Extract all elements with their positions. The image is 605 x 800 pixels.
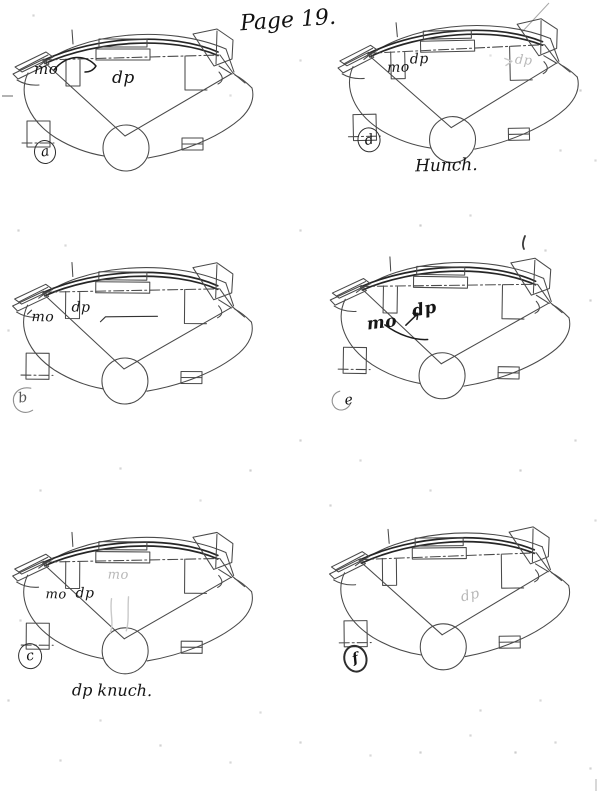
faint-label-mo: mo — [107, 567, 129, 583]
label-mo: mo — [45, 587, 67, 603]
caption-dp-knuch: dp knuch. — [71, 680, 153, 700]
label-mo: mo — [31, 309, 55, 326]
diagram-panel-b — [10, 258, 296, 465]
label-dp: dp — [410, 297, 439, 322]
scan-noise — [0, 0, 1, 1]
label-mo: mo — [34, 60, 59, 78]
panel-letter-d: d — [355, 125, 382, 154]
machine-drawing — [328, 523, 605, 696]
label-mo: mo — [386, 59, 410, 76]
dp-leader-line — [100, 316, 157, 322]
label-dp: dp — [75, 585, 95, 602]
faint-pencil-stroke — [110, 599, 112, 633]
faint-label-dp: dp — [514, 52, 534, 69]
machine-drawing — [12, 26, 292, 196]
page-title: Page 19. — [239, 4, 337, 37]
panel-letter-f: f — [340, 642, 371, 676]
label-dp: dp — [112, 68, 135, 88]
label-dp: dp — [71, 299, 91, 316]
label-mo: mo — [365, 311, 399, 335]
machine-drawing — [11, 528, 292, 700]
panel-letter-c: c — [16, 641, 44, 671]
caption-hunch: Hunch. — [414, 155, 478, 177]
panel-letter-b: b — [17, 389, 29, 407]
diagram-panel-c — [11, 528, 296, 735]
panel-letter-e: e — [343, 391, 355, 409]
faint-pencil-stroke — [126, 597, 128, 631]
diagram-panel-d — [336, 14, 605, 225]
diagram-panel-a — [12, 26, 296, 231]
panel-letter-a: a — [32, 138, 58, 165]
diagram-panel-f — [328, 523, 605, 731]
diagram-panel-e — [327, 252, 605, 461]
label-dp: dp — [409, 51, 429, 68]
machine-drawing — [11, 258, 292, 430]
faint-chevron-mark — [505, 58, 512, 65]
machine-drawing — [327, 252, 605, 426]
faint-label-dp: dp — [459, 585, 482, 606]
